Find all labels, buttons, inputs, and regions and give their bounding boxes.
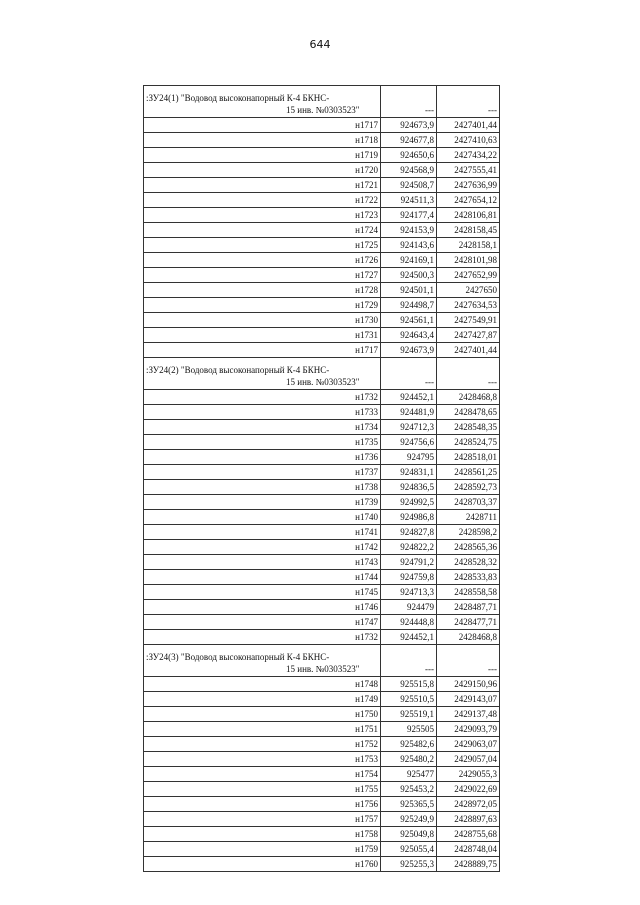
section-x-placeholder: --- [381, 358, 437, 390]
page-number: 644 [309, 38, 331, 51]
table-row [144, 193, 500, 208]
point-id: н1745 [144, 585, 381, 600]
coordinate-x: 924511,3 [381, 193, 437, 208]
point-id: н1738 [144, 480, 381, 495]
section-y-placeholder: --- [437, 645, 500, 677]
point-id: н1755 [144, 782, 381, 797]
section-title-line-1: :ЗУ24(3) "Водовод высоконапорный К-4 БКНС- [146, 652, 330, 662]
coordinate-x: 925453,2 [381, 782, 437, 797]
coordinate-x: 924481,9 [381, 405, 437, 420]
coordinate-y: 2428897,63 [437, 812, 500, 827]
coordinate-x: 925505 [381, 722, 437, 737]
section-title-line-1: :ЗУ24(2) "Водовод высоконапорный К-4 БКНС- [146, 365, 330, 375]
coordinate-x: 925055,4 [381, 842, 437, 857]
section-y-placeholder: --- [437, 86, 500, 118]
table-row [144, 540, 500, 555]
coordinate-y: 2429063,07 [437, 737, 500, 752]
table-row [144, 118, 500, 133]
coordinate-y: 2427434,22 [437, 148, 500, 163]
table-row [144, 782, 500, 797]
coordinate-y: 2428561,25 [437, 465, 500, 480]
coordinate-y: 2428711 [437, 510, 500, 525]
table-row [144, 390, 500, 405]
table-row [144, 752, 500, 767]
point-id: н1735 [144, 435, 381, 450]
table-row [144, 842, 500, 857]
coordinate-y: 2427401,44 [437, 118, 500, 133]
table-row [144, 450, 500, 465]
coordinate-x: 924500,3 [381, 268, 437, 283]
point-id: н1740 [144, 510, 381, 525]
table-row [144, 465, 500, 480]
point-id: н1741 [144, 525, 381, 540]
table-row [144, 405, 500, 420]
table-row [144, 692, 500, 707]
table-row [144, 525, 500, 540]
coordinates-table-body [144, 86, 500, 872]
table-row [144, 133, 500, 148]
coordinate-x: 924791,2 [381, 555, 437, 570]
table-row [144, 737, 500, 752]
coordinate-x: 925510,5 [381, 692, 437, 707]
coordinate-y: 2427654,12 [437, 193, 500, 208]
point-id: н1754 [144, 767, 381, 782]
coordinate-x: 925519,1 [381, 707, 437, 722]
coordinate-y: 2428565,36 [437, 540, 500, 555]
point-id: н1747 [144, 615, 381, 630]
coordinate-x: 924452,1 [381, 630, 437, 645]
section-header-row [144, 86, 500, 118]
point-id: н1723 [144, 208, 381, 223]
coordinate-y: 2429137,48 [437, 707, 500, 722]
section-header-row [144, 358, 500, 390]
coordinate-y: 2428528,32 [437, 555, 500, 570]
table-row [144, 495, 500, 510]
table-row [144, 570, 500, 585]
section-title-line-2: 15 инв. №0303523" [286, 377, 360, 387]
table-row [144, 298, 500, 313]
coordinate-x: 925049,8 [381, 827, 437, 842]
table-row [144, 677, 500, 692]
table-row [144, 707, 500, 722]
coordinate-y: 2428533,83 [437, 570, 500, 585]
table-row [144, 148, 500, 163]
coordinate-y: 2428755,68 [437, 827, 500, 842]
coordinate-x: 924153,9 [381, 223, 437, 238]
table-row [144, 615, 500, 630]
point-id: н1727 [144, 268, 381, 283]
coordinate-y: 2427634,53 [437, 298, 500, 313]
table-row [144, 480, 500, 495]
coordinate-x: 924143,6 [381, 238, 437, 253]
coordinate-x: 924836,5 [381, 480, 437, 495]
table-row [144, 343, 500, 358]
point-id: н1736 [144, 450, 381, 465]
coordinate-x: 924643,4 [381, 328, 437, 343]
coordinate-y: 2427636,99 [437, 178, 500, 193]
coordinate-x: 924177,4 [381, 208, 437, 223]
coordinate-x: 924677,8 [381, 133, 437, 148]
coordinate-x: 924673,9 [381, 118, 437, 133]
point-id: н1728 [144, 283, 381, 298]
coordinate-y: 2428592,73 [437, 480, 500, 495]
coordinate-y: 2427555,41 [437, 163, 500, 178]
point-id: н1746 [144, 600, 381, 615]
coordinate-x: 924501,1 [381, 283, 437, 298]
section-x-placeholder: --- [381, 86, 437, 118]
section-title-line-1: :ЗУ24(1) "Водовод высоконапорный К-4 БКНС- [146, 93, 330, 103]
coordinate-x: 924822,2 [381, 540, 437, 555]
coordinate-y: 2427650 [437, 283, 500, 298]
coordinate-y: 2427427,87 [437, 328, 500, 343]
coordinate-x: 924448,8 [381, 615, 437, 630]
coordinate-y: 2428468,8 [437, 390, 500, 405]
section-y-placeholder: --- [437, 358, 500, 390]
coordinate-y: 2429150,96 [437, 677, 500, 692]
coordinate-y: 2428158,1 [437, 238, 500, 253]
table-row [144, 208, 500, 223]
coordinate-y: 2429093,79 [437, 722, 500, 737]
coordinate-y: 2428478,65 [437, 405, 500, 420]
point-id: н1759 [144, 842, 381, 857]
coordinate-x: 924713,3 [381, 585, 437, 600]
coordinate-x: 924759,8 [381, 570, 437, 585]
coordinate-y: 2428101,98 [437, 253, 500, 268]
point-id: н1717 [144, 118, 381, 133]
coordinate-y: 2427410,63 [437, 133, 500, 148]
coordinate-y: 2428518,01 [437, 450, 500, 465]
point-id: н1732 [144, 630, 381, 645]
coordinate-x: 925482,6 [381, 737, 437, 752]
table-row [144, 253, 500, 268]
coordinate-x: 924673,9 [381, 343, 437, 358]
coordinate-x: 924498,7 [381, 298, 437, 313]
coordinate-x: 924992,5 [381, 495, 437, 510]
coordinate-y: 2428548,35 [437, 420, 500, 435]
coordinate-x: 924756,6 [381, 435, 437, 450]
point-id: н1729 [144, 298, 381, 313]
point-id: н1757 [144, 812, 381, 827]
coordinate-y: 2429143,07 [437, 692, 500, 707]
table-row [144, 630, 500, 645]
coordinate-y: 2428158,45 [437, 223, 500, 238]
point-id: н1731 [144, 328, 381, 343]
section-header-row [144, 645, 500, 677]
coordinate-x: 924831,1 [381, 465, 437, 480]
point-id: н1752 [144, 737, 381, 752]
coordinate-x: 924795 [381, 450, 437, 465]
section-x-placeholder: --- [381, 645, 437, 677]
table-row [144, 812, 500, 827]
table-row [144, 510, 500, 525]
coordinate-y: 2428468,8 [437, 630, 500, 645]
coordinate-y: 2429022,69 [437, 782, 500, 797]
point-id: н1756 [144, 797, 381, 812]
table-row [144, 283, 500, 298]
point-id: н1734 [144, 420, 381, 435]
coordinate-y: 2429057,04 [437, 752, 500, 767]
table-row [144, 722, 500, 737]
table-row [144, 238, 500, 253]
coordinates-table [143, 85, 500, 872]
coordinate-x: 925515,8 [381, 677, 437, 692]
table-row [144, 797, 500, 812]
point-id: н1760 [144, 857, 381, 872]
coordinate-x: 924561,1 [381, 313, 437, 328]
point-id: н1730 [144, 313, 381, 328]
coordinate-y: 2428524,75 [437, 435, 500, 450]
coordinate-y: 2429055,3 [437, 767, 500, 782]
coordinate-x: 925480,2 [381, 752, 437, 767]
coordinate-x: 924479 [381, 600, 437, 615]
point-id: н1719 [144, 148, 381, 163]
coordinate-y: 2428703,37 [437, 495, 500, 510]
table-row [144, 435, 500, 450]
point-id: н1749 [144, 692, 381, 707]
table-row [144, 268, 500, 283]
point-id: н1744 [144, 570, 381, 585]
point-id: н1725 [144, 238, 381, 253]
table-row [144, 420, 500, 435]
table-row [144, 328, 500, 343]
section-title [144, 645, 381, 677]
table-row [144, 600, 500, 615]
point-id: н1717 [144, 343, 381, 358]
point-id: н1737 [144, 465, 381, 480]
coordinate-x: 924452,1 [381, 390, 437, 405]
table-row [144, 178, 500, 193]
coordinate-x: 924712,3 [381, 420, 437, 435]
section-title [144, 86, 381, 118]
point-id: н1739 [144, 495, 381, 510]
coordinate-y: 2428106,81 [437, 208, 500, 223]
coordinate-y: 2428889,75 [437, 857, 500, 872]
coordinate-y: 2428598,2 [437, 525, 500, 540]
point-id: н1720 [144, 163, 381, 178]
coordinate-x: 925477 [381, 767, 437, 782]
coordinate-y: 2427401,44 [437, 343, 500, 358]
table-row [144, 163, 500, 178]
table-row [144, 223, 500, 238]
coordinate-y: 2427549,91 [437, 313, 500, 328]
point-id: н1722 [144, 193, 381, 208]
section-title [144, 358, 381, 390]
section-title-line-2: 15 инв. №0303523" [286, 105, 360, 115]
coordinate-y: 2428558,58 [437, 585, 500, 600]
coordinate-y: 2428748,04 [437, 842, 500, 857]
point-id: н1751 [144, 722, 381, 737]
table-row [144, 313, 500, 328]
point-id: н1758 [144, 827, 381, 842]
coordinate-x: 924827,8 [381, 525, 437, 540]
point-id: н1743 [144, 555, 381, 570]
table-row [144, 585, 500, 600]
point-id: н1732 [144, 390, 381, 405]
coordinate-x: 924169,1 [381, 253, 437, 268]
point-id: н1753 [144, 752, 381, 767]
table-row [144, 767, 500, 782]
coordinate-y: 2428487,71 [437, 600, 500, 615]
point-id: н1726 [144, 253, 381, 268]
coordinate-x: 924986,8 [381, 510, 437, 525]
point-id: н1733 [144, 405, 381, 420]
coordinate-x: 924568,9 [381, 163, 437, 178]
point-id: н1748 [144, 677, 381, 692]
point-id: н1718 [144, 133, 381, 148]
coordinate-y: 2428972,05 [437, 797, 500, 812]
coordinate-y: 2428477,71 [437, 615, 500, 630]
table-row [144, 555, 500, 570]
table-row [144, 857, 500, 872]
point-id: н1742 [144, 540, 381, 555]
coordinate-x: 925249,9 [381, 812, 437, 827]
section-title-line-2: 15 инв. №0303523" [286, 664, 360, 674]
coordinate-x: 924650,6 [381, 148, 437, 163]
coordinate-x: 924508,7 [381, 178, 437, 193]
coordinate-y: 2427652,99 [437, 268, 500, 283]
point-id: н1721 [144, 178, 381, 193]
table-row [144, 827, 500, 842]
point-id: н1724 [144, 223, 381, 238]
point-id: н1750 [144, 707, 381, 722]
coordinate-x: 925255,3 [381, 857, 437, 872]
coordinate-x: 925365,5 [381, 797, 437, 812]
